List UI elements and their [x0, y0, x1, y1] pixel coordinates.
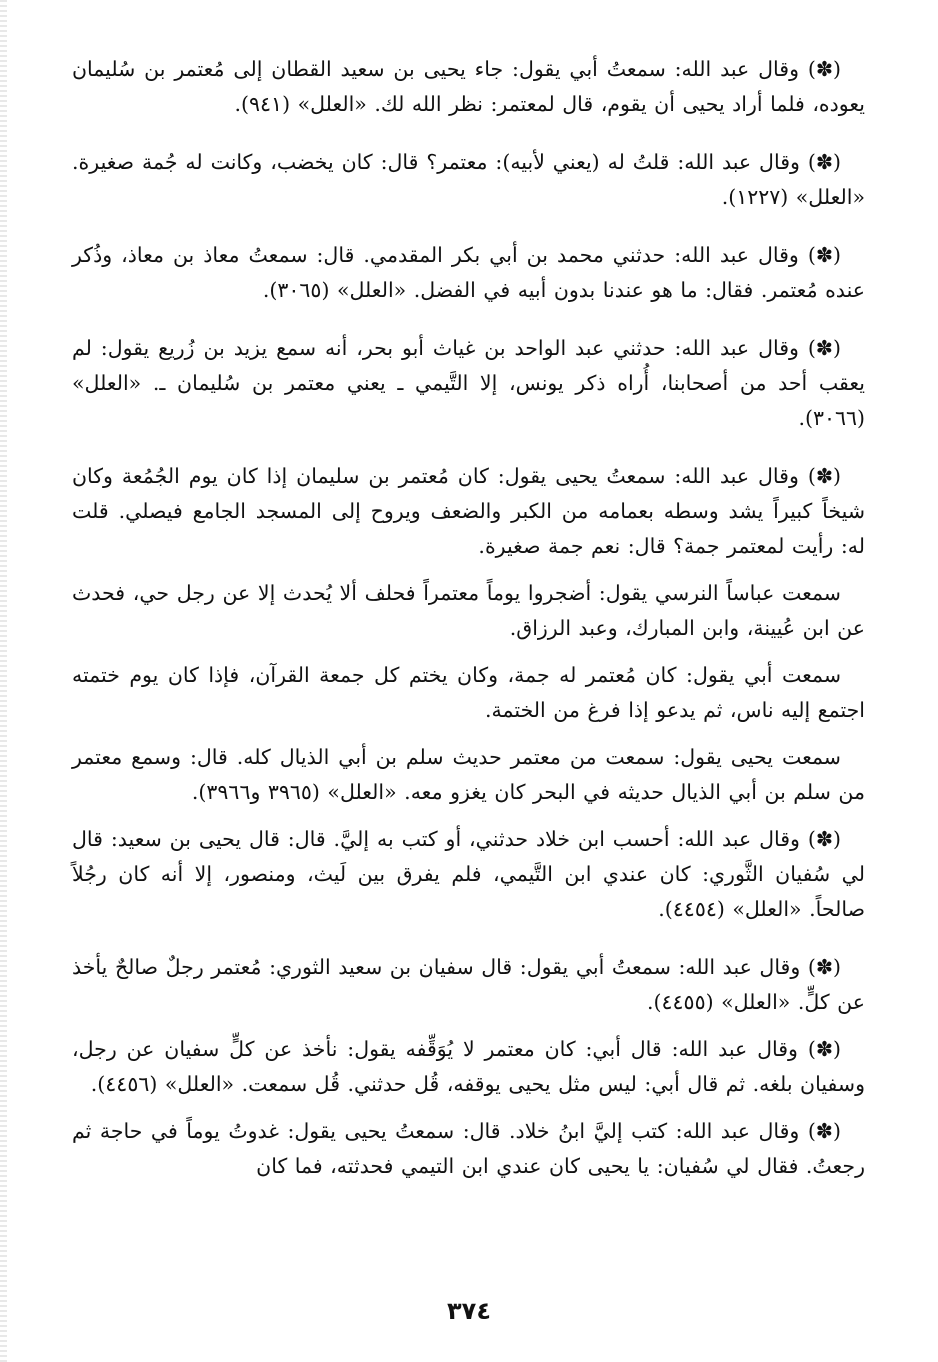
page-number: ٣٧٤ — [447, 1297, 491, 1325]
paragraph-10: (✽) وقال عبد الله: سمعتُ أبي يقول: قال سفيان بن سعيد الثوري: مُعتمر رجلٌ صالحٌ يأخذ عن كلٍّ. «العلل» (٤٤٥٥). — [72, 955, 865, 1014]
paragraph-5: (✽) وقال عبد الله: سمعتُ يحيى يقول: كان مُعتمر بن سليمان إذا كان يوم الجُمُعة وكان شيخاً كبيراً يشد وسطه بعمامه من الكبر والضعف ويروح إلى المسجد الجامع فيصلي. قلت له: رأيت لمعتمر جمة؟ قال: نعم جمة صغيرة. — [72, 464, 865, 558]
paragraph-8: سمعت يحيى يقول: سمعت من معتمر حديث سلم بن أبي الذيال كله. قال: وسمع معتمر من سلم بن أبي الذيال حديثه في البحر كان يغزو معه. «العلل» (٣٩٦٥ و٣٩٦٦). — [72, 745, 865, 804]
paragraph-1: (✽) وقال عبد الله: سمعتُ أبي يقول: جاء يحيى بن سعيد القطان إلى مُعتمر بن سُليمان يعوده، فلما أراد يحيى أن يقوم، قال لمعتمر: نظر الله لك. «العلل» (٩٤١). — [72, 57, 865, 116]
paragraph-3: (✽) وقال عبد الله: حدثني محمد بن أبي بكر المقدمي. قال: سمعتُ معاذ بن معاذ، وذُكر عنده مُعتمر. فقال: ما هو عندنا بدون أبيه في الفضل. «العلل» (٣٠٦٥). — [72, 243, 865, 302]
paragraph-2: (✽) وقال عبد الله: قلتُ له (يعني لأبيه): معتمر؟ قال: كان يخضب، وكانت له جُمة صغيرة. «العلل» (١٢٢٧). — [72, 150, 865, 209]
page-text — [72, 52, 865, 1196]
separator — [72, 939, 865, 940]
paragraph-7: سمعت أبي يقول: كان مُعتمر له جمة، وكان يختم كل جمعة القرآن، فإذا كان يوم ختمته اجتمع إليه ناس، ثم يدعو إذا فرغ من الختمة. — [72, 663, 865, 722]
paragraph-4: (✽) وقال عبد الله: حدثني عبد الواحد بن غياث أبو بحر، أنه سمع يزيد بن زُريع يقول: لم يعقب أحد من أصحابنا، أُراه ذكر يونس، إلا التَّيمي ـ يعني معتمر بن سُليمان ـ. «العلل» (٣٠٦٦). — [72, 336, 865, 430]
separator — [72, 320, 865, 321]
separator — [72, 134, 865, 135]
paragraph-9: (✽) وقال عبد الله: أحسب ابن خلاد حدثني، أو كتب به إليَّ. قال: قال يحيى بن سعيد: قال لي سُفيان الثَّوري: كان عندي ابن التَّيمي، فلم يفرق بين لَيث، ومنصور، إلا أنه كان رجُلاً صالحاً. «العلل» (٤٤٥٤). — [72, 827, 865, 921]
scan-edge-artifact — [0, 0, 7, 1362]
paragraph-12: (✽) وقال عبد الله: كتب إليَّ ابنُ خلاد. قال: سمعتُ يحيى يقول: غدوتُ يوماً في حاجة ثم رجعتُ. فقال لي سُفيان: يا يحيى كان عندي ابن التيمي فحدثته، فما كان — [72, 1119, 865, 1178]
separator — [72, 227, 865, 228]
paragraph-11: (✽) وقال عبد الله: قال أبي: كان معتمر لا يُوَقِّفه يقول: نأخذ عن كلٍّ سفيان عن رجل، وسفيان بلغه. ثم قال أبي: ليس مثل يحيى يوقفه، قُل حدثني. قُل سمعت. «العلل» (٤٤٥٦). — [72, 1037, 865, 1096]
paragraph-6: سمعت عباساً النرسي يقول: أضجروا يوماً معتمراً فحلف ألا يُحدث إلا عن رجل حي، فحدث عن ابن عُيينة، وابن المبارك، وعبد الرزاق. — [72, 581, 865, 640]
separator — [72, 448, 865, 449]
